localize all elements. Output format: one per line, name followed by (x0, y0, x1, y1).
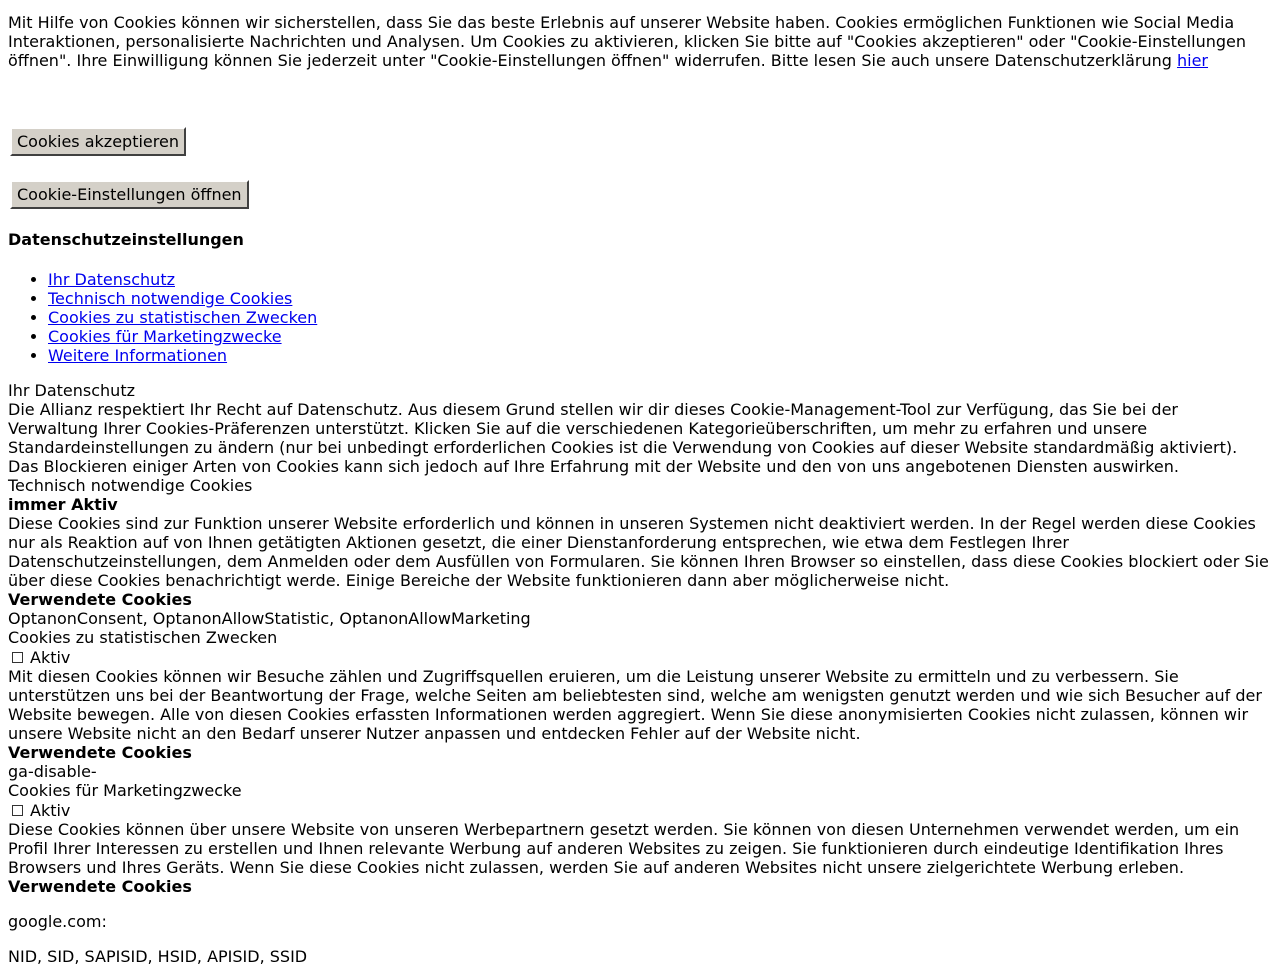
statistics-used-label: Verwendete Cookies (8, 743, 192, 762)
statistics-checkbox-label: Aktiv (30, 647, 71, 667)
marketing-cookie-list: NID, SID, SAPISID, HSID, APISID, SSID (8, 947, 308, 966)
settings-content (8, 381, 1272, 966)
privacy-heading: Ihr Datenschutz (8, 381, 135, 400)
marketing-checkbox-label: Aktiv (30, 800, 71, 820)
tab-statistics (48, 308, 1272, 327)
tab-more-info (48, 346, 1272, 365)
statistics-used-list: ga-disable- (8, 762, 97, 781)
tab-marketing-link[interactable]: Cookies für Marketingzwecke (48, 327, 282, 346)
marketing-text: Diese Cookies können über unsere Website von unseren Werbepartnern gesetzt werden. Sie können von diesen Unternehmen verwendet werden, um ein Profil Ihrer Interessen zu erstellen und Ihnen relevante Werbung auf anderen Websites zu zeigen. Sie funktionieren durch eindeutige Identifikation Ihres Browsers und Ihres Geräts. Wenn Sie diese Cookies nicht zulassen, werden Sie auf anderen Websites nicht unsere zielgerichtete Werbung erleben. (8, 820, 1240, 877)
statistics-toggle[interactable] (8, 647, 1272, 667)
settings-button-row (8, 180, 1272, 209)
intro-body: Mit Hilfe von Cookies können wir sicherstellen, dass Sie das beste Erlebnis auf unserer Website haben. Cookies ermöglichen Funktionen wie Social Media Interaktionen, personalisierte Nachrichten und Analysen. Um Cookies zu aktivieren, klicken Sie bitte auf "Cookies akzeptieren" oder "Cookie-Einstellungen öffnen". Ihre Einwilligung können Sie jederzeit unter "Cookie-Einstellungen öffnen" widerrufen. Bitte lesen Sie auch unsere Datenschutzerklärung (8, 13, 1246, 70)
tab-privacy-link[interactable]: Ihr Datenschutz (48, 270, 175, 289)
tab-more-info-link[interactable]: Weitere Informationen (48, 346, 228, 365)
necessary-used-list: OptanonConsent, OptanonAllowStatistic, OptanonAllowMarketing (8, 609, 531, 628)
necessary-heading: Technisch notwendige Cookies (8, 476, 253, 495)
statistics-text: Mit diesen Cookies können wir Besuche zählen und Zugriffsquellen eruieren, um die Leistung unserer Website zu ermitteln und zu verbessern. Sie unterstützen uns bei der Beantwortung der Frage, welche Seiten am beliebtesten sind, welche am wenigsten genutzt werden und wie sich Besucher auf der Website bewegen. Alle von diesen Cookies erfassten Informationen werden aggregiert. Wenn Sie diese anonymisierten Cookies nicht zulassen, können wir unsere Website nicht an den Bedarf unserer Nutzer anpassen und entdecken Fehler auf der Website nicht. (8, 667, 1262, 743)
tab-necessary (48, 289, 1272, 308)
privacy-text: Die Allianz respektiert Ihr Recht auf Datenschutz. Aus diesem Grund stellen wir dir dieses Cookie-Management-Tool zur Verfügung, das Sie bei der Verwaltung Ihrer Cookies-Präferenzen unterstützt. Klicken Sie auf die verschiedenen Kategorieüberschriften, um mehr zu erfahren und unsere Standardeinstellungen zu ändern (nur bei unbedingt erforderlichen Cookies ist die Verwendung von Cookies auf dieser Website standardmäßig aktiviert). Das Blockieren einiger Arten von Cookies kann sich jedoch auf Ihre Erfahrung mit der Website und den von uns angebotenen Diensten auswirken. (8, 400, 1238, 476)
tab-necessary-link[interactable]: Technisch notwendige Cookies (48, 289, 293, 308)
intro-text (8, 13, 1272, 70)
settings-title: Datenschutzeinstellungen (8, 230, 244, 249)
tab-marketing (48, 327, 1272, 346)
necessary-text: Diese Cookies sind zur Funktion unserer Website erforderlich und können in unseren Systemen nicht deaktiviert werden. In der Regel werden diese Cookies nur als Reaktion auf von Ihnen getätigten Aktionen gesetzt, die einer Dienstanforderung entsprechen, wie etwa dem Festlegen Ihrer Datenschutzeinstellungen, dem Anmelden oder dem Ausfüllen von Formularen. Sie können Ihren Browser so einstellen, dass diese Cookies blockiert oder Sie über diese Cookies benachrichtigt werde. Einige Bereiche der Website funktionieren dann aber möglicherweise nicht. (8, 514, 1269, 590)
tab-statistics-link[interactable]: Cookies zu statistischen Zwecken (48, 308, 318, 327)
tab-privacy (48, 270, 1272, 289)
open-cookie-settings-button[interactable]: Cookie-Einstellungen öffnen (10, 180, 249, 209)
necessary-used-label: Verwendete Cookies (8, 590, 192, 609)
marketing-heading: Cookies für Marketingzwecke (8, 781, 242, 800)
marketing-toggle[interactable] (8, 800, 1272, 820)
statistics-checkbox[interactable] (12, 652, 23, 663)
statistics-heading: Cookies zu statistischen Zwecken (8, 628, 278, 647)
necessary-status: immer Aktiv (8, 495, 118, 514)
settings-tab-list (8, 270, 1272, 365)
accept-cookies-button[interactable]: Cookies akzeptieren (10, 127, 186, 156)
accept-button-row (8, 127, 1272, 156)
privacy-policy-link[interactable]: hier (1177, 51, 1209, 70)
marketing-checkbox[interactable] (12, 805, 23, 816)
marketing-used-label: Verwendete Cookies (8, 877, 192, 896)
marketing-domain: google.com: (8, 912, 107, 931)
